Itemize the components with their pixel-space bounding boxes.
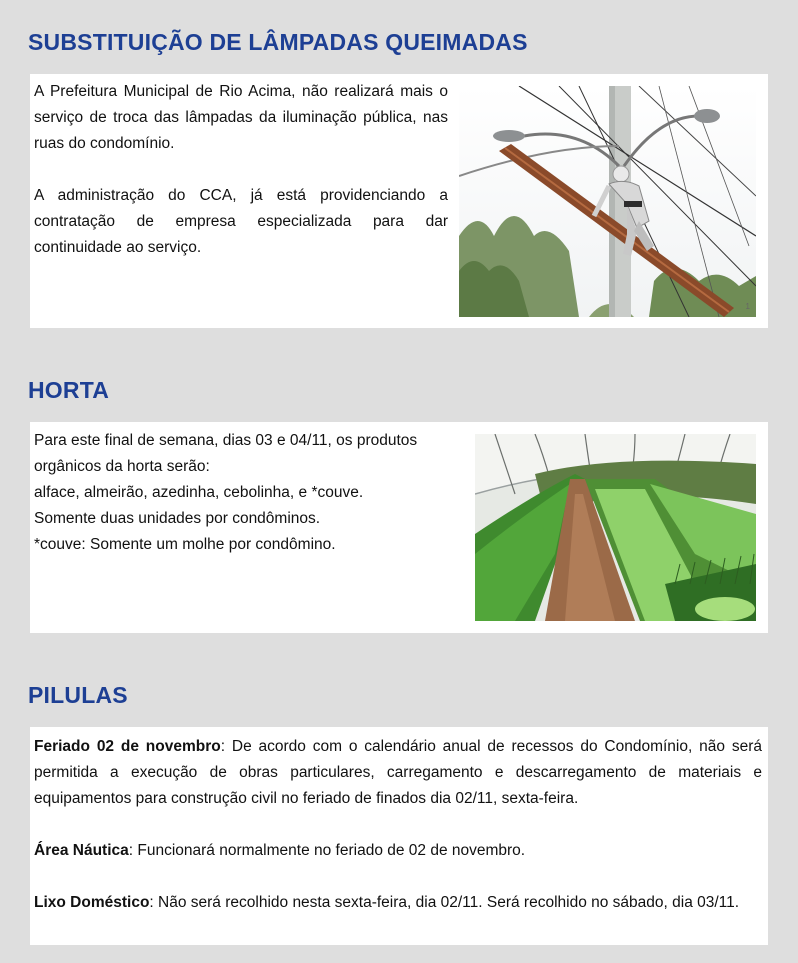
garden-line-1: Para este final de semana, dias 03 e 04/11, os produtos orgânicos da horta serão: [34, 432, 418, 475]
pill-label: Feriado 02 de novembro [34, 738, 221, 755]
garden-card [30, 422, 768, 633]
pills-text [34, 734, 762, 916]
pill-item [34, 890, 762, 916]
pill-text: : De acordo com o calendário anual de recessos do Condomínio, não será permitida a execução de obras particulares, carregamento e descarregamento de materiais e equipamentos para construção civil no feriado de finados dia 02/11, sexta-feira. [34, 738, 762, 807]
garden-line-2: alface, almeirão, azedinha, cebolinha, e *couve. [34, 484, 364, 501]
section-title-garden: HORTA [28, 377, 110, 403]
pill-item [34, 734, 762, 812]
pill-text: : Não será recolhido nesta sexta-feira, dia 02/11. Será recolhido no sábado, dia 03/11. [149, 894, 740, 911]
garden-text [34, 428, 470, 558]
greenhouse-photo [475, 434, 756, 621]
photo-mark: 1 [745, 302, 750, 311]
pill-text: : Funcionará normalmente no feriado de 02 de novembro. [128, 842, 526, 859]
lamps-card [30, 74, 768, 328]
pill-item [34, 838, 762, 864]
section-title-pills: PILULAS [28, 682, 128, 708]
lamps-paragraph-2: A administração do CCA, já está providenciando a contratação de empresa especializada para dar continuidade ao serviço. [34, 187, 448, 256]
lamps-text [34, 79, 448, 261]
pill-label: Lixo Doméstico [34, 894, 150, 911]
section-title-lamps: SUBSTITUIÇÃO DE LÂMPADAS QUEIMADAS [28, 29, 528, 55]
garden-line-4: *couve: Somente um molhe por condômino. [34, 536, 336, 553]
pills-card [30, 727, 768, 945]
pill-label: Área Náutica [34, 842, 129, 859]
street-light-photo [459, 86, 756, 317]
garden-line-3: Somente duas unidades por condôminos. [34, 510, 321, 527]
lamps-paragraph-1: A Prefeitura Municipal de Rio Acima, não realizará mais o serviço de troca das lâmpadas da iluminação pública, nas ruas do condomínio. [34, 83, 448, 152]
